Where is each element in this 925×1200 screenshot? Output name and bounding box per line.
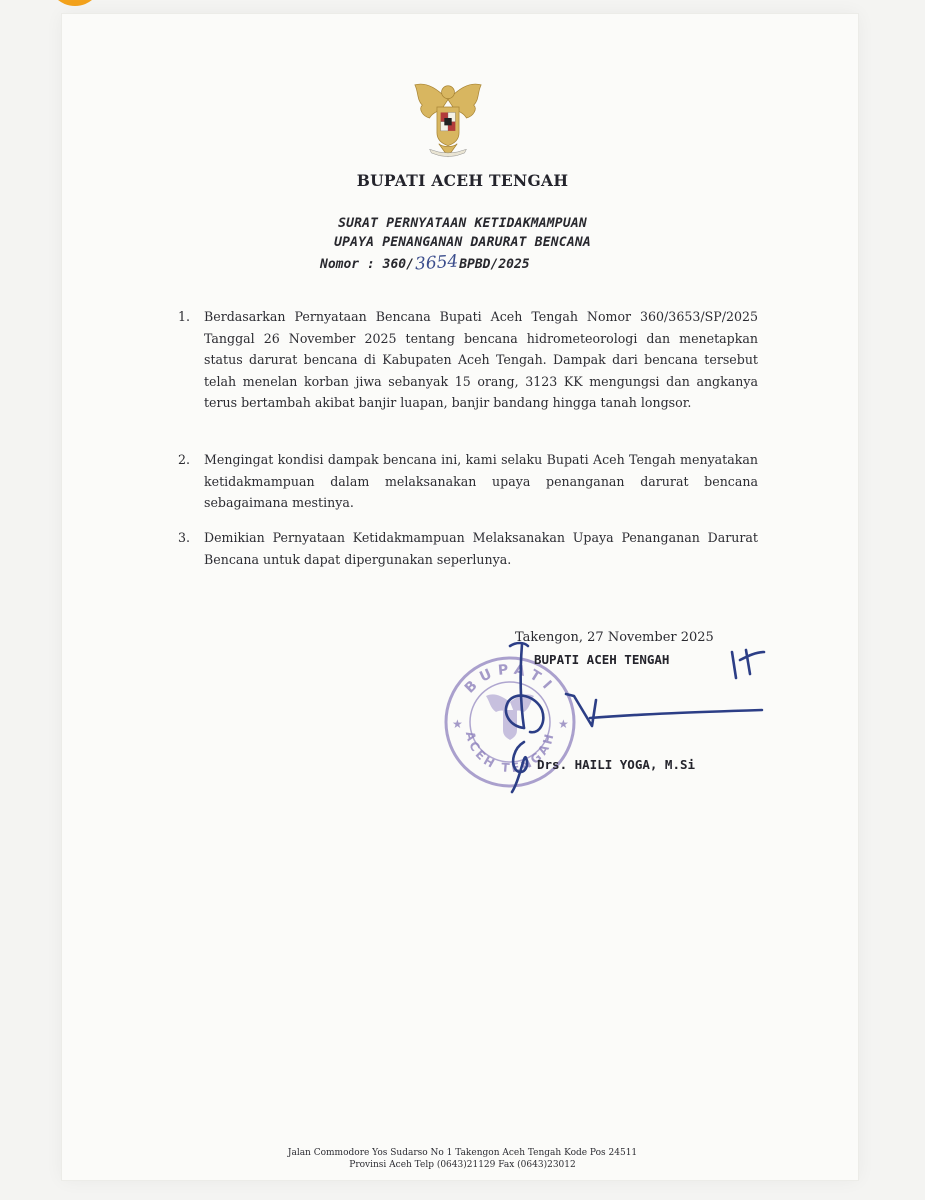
point-2: [178, 449, 758, 514]
point-text: Mengingat kondisi dampak bencana ini, kami selaku Bupati Aceh Tengah menyatakan ketidakmampuan dalam melaksanakan upaya penanganan darurat bencana sebagaimana mestinya.: [204, 452, 758, 510]
number-handwritten: 3654: [414, 251, 459, 275]
point-text: Berdasarkan Pernyataan Bencana Bupati Aceh Tengah Nomor 360/3653/SP/2025 Tanggal 26 November 2025 tentang bencana hidrometeorologi dan menetapkan status darurat bencana di Kabupaten Aceh Tengah. Dampak dari bencana tersebut telah menelan korban jiwa sebanyak 15 orang, 3123 KK mengungsi dan angkanya terus bertambah akibat banjir luapan, banjir bandang hingga tanah longsor.: [204, 309, 758, 410]
point-text: Demikian Pernyataan Ketidakmampuan Melaksanakan Upaya Penanganan Darurat Bencana untuk dapat dipergunakan seperlunya.: [204, 530, 758, 567]
svg-text:★: ★: [452, 717, 463, 731]
point-number: 1.: [178, 309, 191, 324]
point-number: 2.: [178, 452, 191, 467]
signatory-name: Drs. HAILI YOGA, M.Si: [537, 757, 696, 772]
stamp-top-text: BUPATI: [461, 661, 559, 697]
handwritten-signature: [470, 630, 780, 800]
document-title-line-2: UPAYA PENANGANAN DARURAT BENCANA: [334, 235, 591, 250]
stamp-bottom-text: ACEH TENGAH: [462, 729, 558, 776]
point-3: [178, 527, 758, 570]
document-number: [320, 253, 530, 273]
place-and-date: Takengon, 27 November 2025: [515, 630, 714, 645]
corner-decoration: [48, 0, 102, 6]
footer-contact: Provinsi Aceh Telp (0643)21129 Fax (0643)23012: [349, 1160, 576, 1170]
signatory-position: BUPATI ACEH TENGAH: [534, 652, 670, 667]
svg-text:★: ★: [558, 717, 569, 731]
point-1: [178, 306, 758, 414]
point-number: 3.: [178, 530, 191, 545]
issuer-title: BUPATI ACEH TENGAH: [356, 171, 569, 190]
document-title-line-1: SURAT PERNYATAAN KETIDAKMAMPUAN: [338, 216, 587, 231]
footer-address: Jalan Commodore Yos Sudarso No 1 Takengon Aceh Tengah Kode Pos 24511: [287, 1148, 638, 1158]
number-suffix: BPBD/2025: [459, 257, 530, 272]
garuda-emblem-icon: [402, 72, 494, 164]
number-prefix: Nomor : 360/: [320, 257, 414, 272]
